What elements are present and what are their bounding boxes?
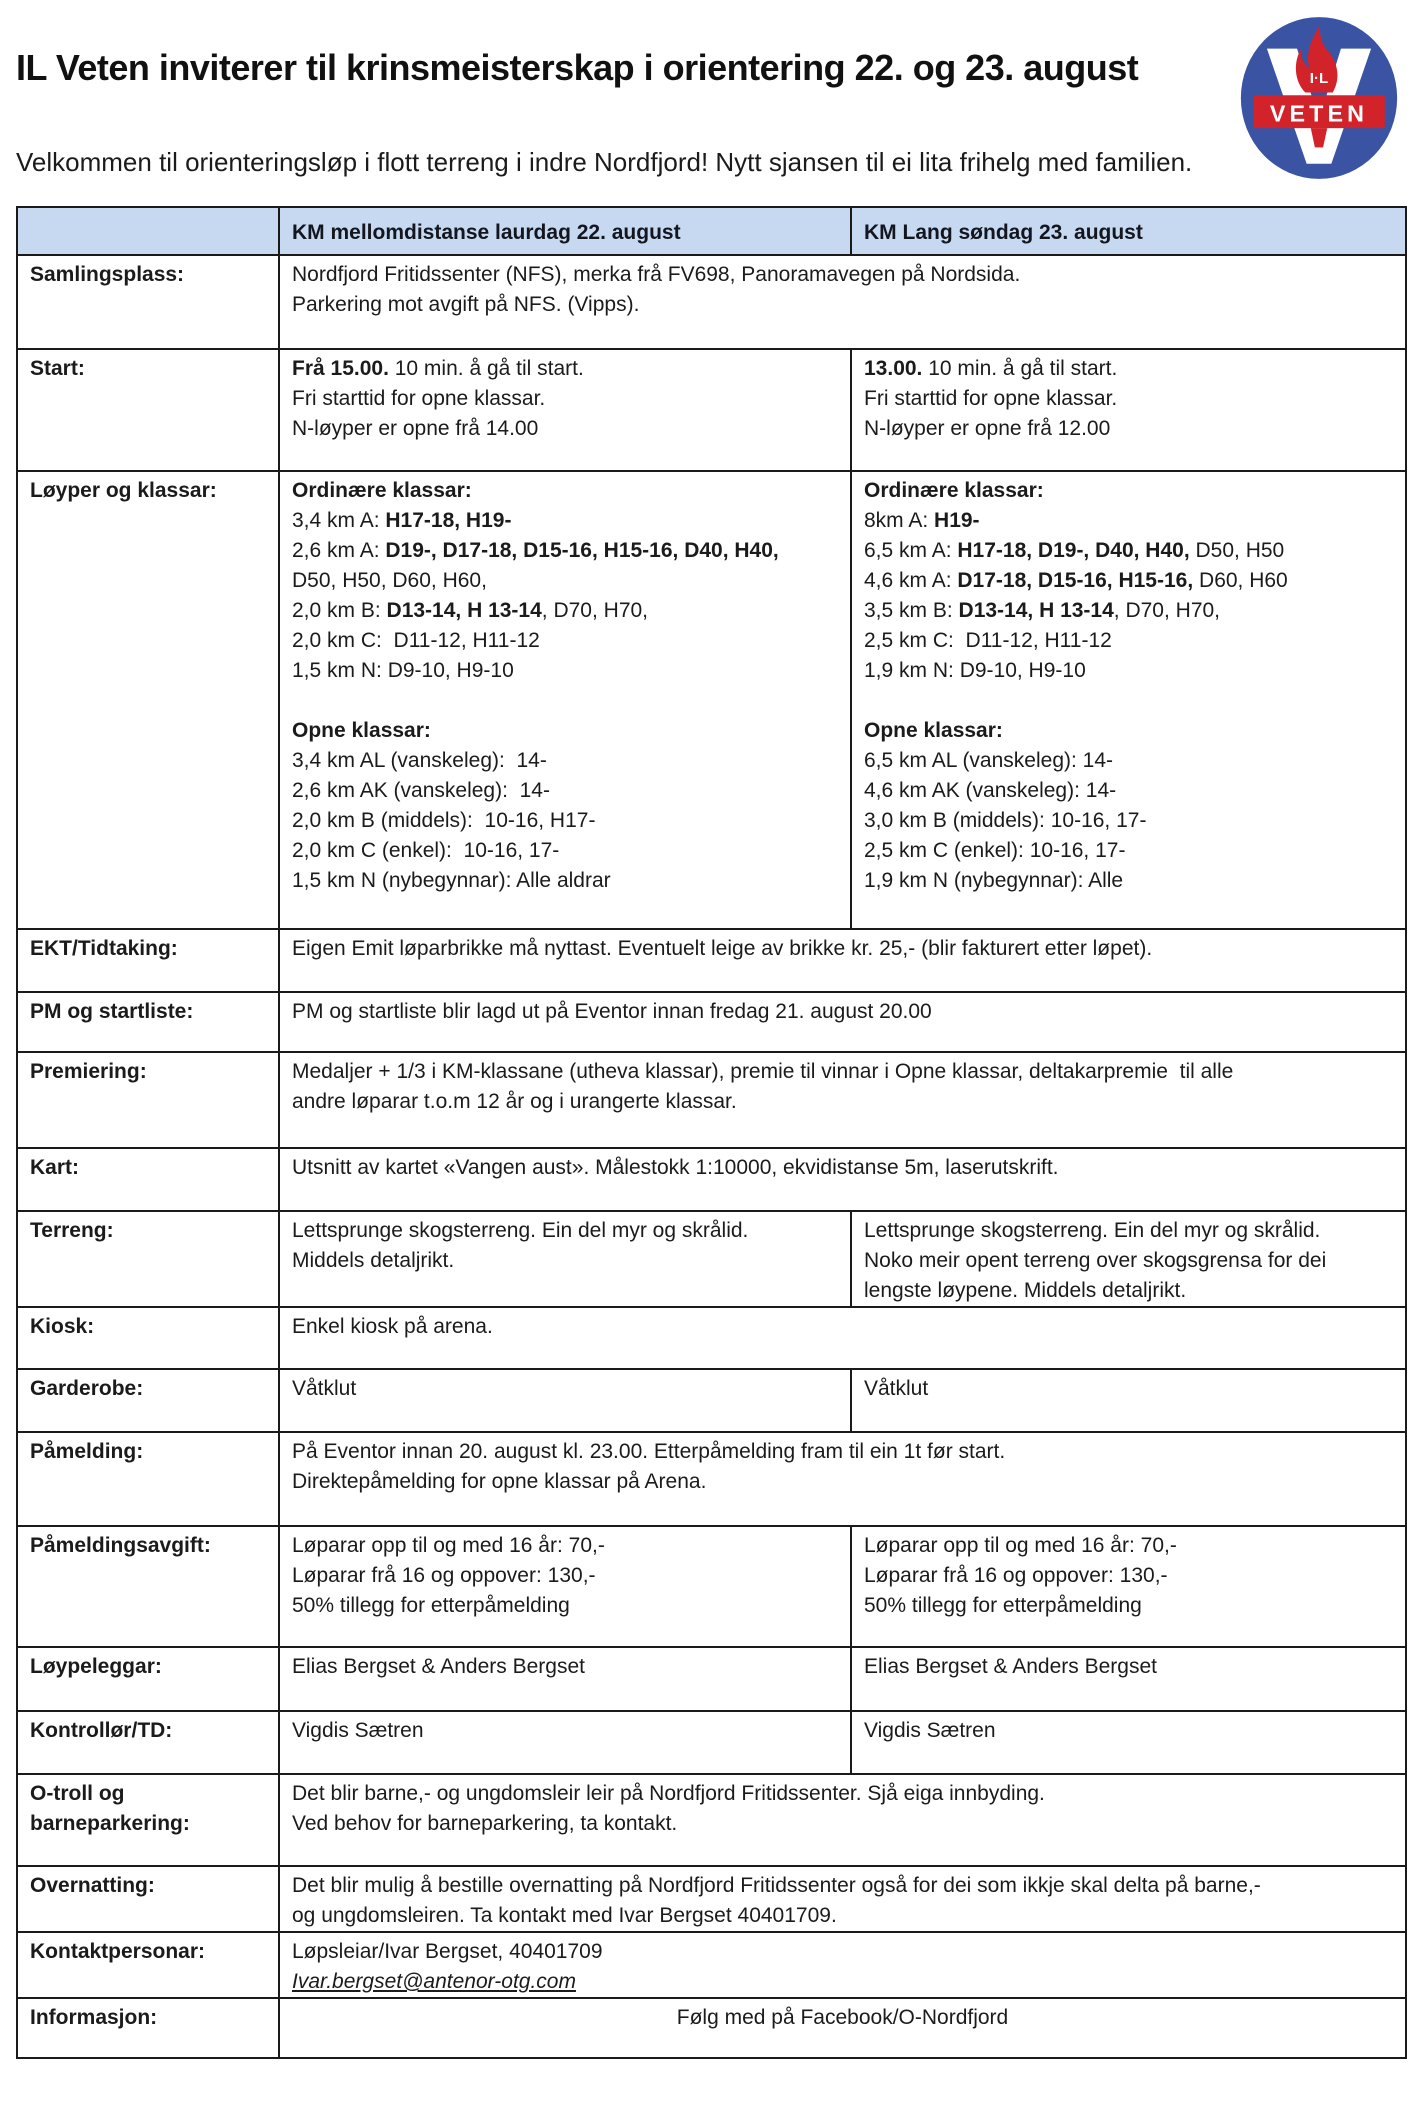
text-line: Ordinære klassar: <box>292 479 472 502</box>
text-line: Lettsprunge skogsterreng. Ein del myr og skrålid. <box>864 1219 1321 1242</box>
cell-span <box>278 1933 1405 1997</box>
row-label: Kontaktpersonar: <box>30 1940 206 1963</box>
row-label: Løypeleggar: <box>30 1655 162 1678</box>
cell-span <box>278 1433 1405 1525</box>
table-header-row <box>18 208 1405 254</box>
cell-day2 <box>850 1527 1405 1646</box>
row-label: Påmeldingsavgift: <box>30 1534 211 1557</box>
cell-span <box>278 256 1405 348</box>
text-line: Opne klassar: <box>292 719 431 742</box>
table-row-kontrollor-td <box>18 1710 1405 1773</box>
row-label: Kart: <box>30 1156 80 1179</box>
text-line: og ungdomsleiren. Ta kontakt med Ivar Bergset 40401709. <box>292 1904 837 1927</box>
row-label: O-troll og barneparkering: <box>30 1782 190 1835</box>
cell-day1 <box>278 1370 850 1431</box>
text-line: Utsnitt av kartet «Vangen aust». Målestokk 1:10000, ekvidistanse 5m, laserutskrift. <box>292 1156 1059 1179</box>
row-label: Samlingsplass: <box>30 263 185 286</box>
table-row-loypeleggar <box>18 1646 1405 1710</box>
text-line: Våtklut <box>864 1377 929 1400</box>
cell-day2 <box>850 1370 1405 1431</box>
text-line: 6,5 km AL (vanskeleg): 14- <box>864 749 1114 772</box>
cell-day1 <box>278 472 850 928</box>
text-line: Noko meir opent terreng over skogsgrensa for dei <box>864 1249 1327 1272</box>
table-row-kiosk <box>18 1306 1405 1368</box>
text-line: lengste løypene. Middels detaljrikt. <box>864 1279 1187 1302</box>
text-line: 2,0 km C: D11-12, H11-12 <box>292 629 540 652</box>
row-label: Terreng: <box>30 1219 114 1242</box>
row-label: Garderobe: <box>30 1377 144 1400</box>
table-row-garderobe <box>18 1368 1405 1431</box>
email-link[interactable]: Ivar.bergset@antenor-otg.com <box>292 1970 576 1993</box>
text-line: Følg med på Facebook/O-Nordfjord <box>676 2006 1009 2029</box>
text-line: Parkering mot avgift på NFS. (Vipps). <box>292 293 640 316</box>
cell-day1 <box>278 1712 850 1773</box>
table-row-loyper-og-klassar <box>18 470 1405 928</box>
table-row-otroll-barneparkering <box>18 1773 1405 1865</box>
text-line <box>864 686 1393 716</box>
text-line: 50% tillegg for etterpåmelding <box>292 1594 570 1617</box>
text-line: 1,5 km N (nybegynnar): Alle aldrar <box>292 869 611 892</box>
text-line: 13.00. 10 min. å gå til start. <box>864 357 1118 380</box>
text-line: Opne klassar: <box>864 719 1003 742</box>
cell-day1 <box>278 1212 850 1306</box>
text-line: Ved behov for barneparkering, ta kontakt. <box>292 1812 678 1835</box>
row-label: Påmelding: <box>30 1440 144 1463</box>
table-row-kontaktpersonar <box>18 1931 1405 1997</box>
table-row-kart <box>18 1147 1405 1210</box>
cell-span <box>278 1149 1405 1210</box>
text-line <box>292 686 838 716</box>
text-line: 6,5 km A: H17-18, D19-, D40, H40, D50, H50 <box>864 539 1285 562</box>
text-line: 2,0 km C (enkel): 10-16, 17- <box>292 839 560 862</box>
text-line: 2,5 km C (enkel): 10-16, 17- <box>864 839 1126 862</box>
row-label: Start: <box>30 357 85 380</box>
text-line: Ordinære klassar: <box>864 479 1044 502</box>
cell-span <box>278 1867 1405 1931</box>
cell-day1 <box>278 1527 850 1646</box>
text-line: 2,0 km B: D13-14, H 13-14, D70, H70, <box>292 599 649 622</box>
text-line: På Eventor innan 20. august kl. 23.00. Etterpåmelding fram til ein 1t før start. <box>292 1440 1006 1463</box>
row-label: Kontrollør/TD: <box>30 1719 173 1742</box>
text-line: 2,6 km A: D19-, D17-18, D15-16, H15-16, D40, H40, <box>292 539 779 562</box>
text-line: Eigen Emit løparbrikke må nyttast. Eventuelt leige av brikke kr. 25,- (blir fakturert etter løpet). <box>292 937 1153 960</box>
cell-day1 <box>278 350 850 470</box>
row-label: PM og startliste: <box>30 1000 194 1023</box>
event-info-table <box>16 206 1407 2059</box>
text-line: Middels detaljrikt. <box>292 1249 455 1272</box>
text-line: Vigdis Sætren <box>292 1719 424 1742</box>
table-row-pameldingsavgift <box>18 1525 1405 1646</box>
text-line: Fri starttid for opne klassar. <box>292 387 546 410</box>
logo-il-text: I·L <box>1309 69 1329 87</box>
cell-day2 <box>850 1712 1405 1773</box>
header-empty-cell <box>18 208 278 254</box>
row-label: Kiosk: <box>30 1315 95 1338</box>
header-day2: KM Lang søndag 23. august <box>850 208 1405 254</box>
cell-span <box>278 1053 1405 1147</box>
logo-veten-text: VETEN <box>1269 100 1369 127</box>
text-line: 1,9 km N (nybegynnar): Alle <box>864 869 1124 892</box>
cell-span <box>278 1999 1405 2057</box>
club-logo-il-veten <box>1236 13 1402 183</box>
row-label: Informasjon: <box>30 2006 158 2029</box>
row-label: Løyper og klassar: <box>30 479 217 502</box>
text-line: 3,5 km B: D13-14, H 13-14, D70, H70, <box>864 599 1221 622</box>
text-line: 3,4 km A: H17-18, H19- <box>292 509 512 532</box>
text-line: Løparar opp til og med 16 år: 70,- <box>864 1534 1177 1557</box>
text-line: Løparar frå 16 og oppover: 130,- <box>864 1564 1168 1587</box>
text-line: Vigdis Sætren <box>864 1719 996 1742</box>
contact-person-line: Løpsleiar/Ivar Bergset, 40401709 <box>292 1940 603 1963</box>
cell-span <box>278 930 1405 991</box>
text-line: 8km A: H19- <box>864 509 980 532</box>
table-row-start <box>18 348 1405 470</box>
text-line: 2,5 km C: D11-12, H11-12 <box>864 629 1112 652</box>
text-line: Fri starttid for opne klassar. <box>864 387 1118 410</box>
text-line: PM og startliste blir lagd ut på Eventor innan fredag 21. august 20.00 <box>292 1000 932 1023</box>
cell-span <box>278 1308 1405 1368</box>
text-line: Elias Bergset & Anders Bergset <box>292 1655 585 1678</box>
club-logo-icon <box>1236 13 1402 183</box>
cell-day2 <box>850 472 1405 928</box>
table-row-pamelding <box>18 1431 1405 1525</box>
text-line: N-løyper er opne frå 12.00 <box>864 417 1111 440</box>
text-line: N-løyper er opne frå 14.00 <box>292 417 539 440</box>
text-line: 2,0 km B (middels): 10-16, H17- <box>292 809 596 832</box>
text-line: Det blir mulig å bestille overnatting på Nordfjord Fritidssenter også for dei som ikkje skal delta på barne,- <box>292 1874 1261 1897</box>
text-line: D50, H50, D60, H60, <box>292 569 487 592</box>
header-day1: KM mellomdistanse laurdag 22. august <box>278 208 850 254</box>
row-label: Overnatting: <box>30 1874 155 1897</box>
text-line: Frå 15.00. 10 min. å gå til start. <box>292 357 584 380</box>
text-line: 4,6 km A: D17-18, D15-16, H15-16, D60, H60 <box>864 569 1288 592</box>
row-label: Premiering: <box>30 1060 147 1083</box>
text-line: Løparar opp til og med 16 år: 70,- <box>292 1534 605 1557</box>
text-line: Våtklut <box>292 1377 357 1400</box>
text-line: Nordfjord Fritidssenter (NFS), merka frå FV698, Panoramavegen på Nordsida. <box>292 263 1021 286</box>
table-row-terreng <box>18 1210 1405 1306</box>
cell-day2 <box>850 1648 1405 1710</box>
text-line: 3,0 km B (middels): 10-16, 17- <box>864 809 1147 832</box>
text-line: 1,5 km N: D9-10, H9-10 <box>292 659 514 682</box>
cell-span <box>278 993 1405 1051</box>
text-line: andre løparar t.o.m 12 år og i urangerte klassar. <box>292 1090 737 1113</box>
text-line: 1,9 km N: D9-10, H9-10 <box>864 659 1086 682</box>
text-line: 3,4 km AL (vanskeleg): 14- <box>292 749 547 772</box>
text-line: Løparar frå 16 og oppover: 130,- <box>292 1564 596 1587</box>
text-line: Direktepåmelding for opne klassar på Arena. <box>292 1470 707 1493</box>
table-row-premiering <box>18 1051 1405 1147</box>
table-row-pm-og-startliste <box>18 991 1405 1051</box>
text-line: 2,6 km AK (vanskeleg): 14- <box>292 779 550 802</box>
row-label: EKT/Tidtaking: <box>30 937 178 960</box>
text-line: Medaljer + 1/3 i KM-klassane (utheva klassar), premie til vinnar i Opne klassar, deltakarpremie til alle <box>292 1060 1234 1083</box>
page-title: IL Veten inviterer til krinsmeisterskap i orientering 22. og 23. august <box>16 47 1139 88</box>
text-line: Enkel kiosk på arena. <box>292 1315 493 1338</box>
table-row-informasjon <box>18 1997 1405 2057</box>
cell-span <box>278 1775 1405 1865</box>
text-line: Lettsprunge skogsterreng. Ein del myr og skrålid. <box>292 1219 749 1242</box>
cell-day2 <box>850 1212 1405 1306</box>
table-row-samlingsplass <box>18 254 1405 348</box>
text-line: Det blir barne,- og ungdomsleir leir på Nordfjord Fritidssenter. Sjå eiga innbyding. <box>292 1782 1045 1805</box>
text-line: 4,6 km AK (vanskeleg): 14- <box>864 779 1117 802</box>
text-line: Elias Bergset & Anders Bergset <box>864 1655 1157 1678</box>
table-row-overnatting <box>18 1865 1405 1931</box>
intro-text: Velkommen til orienteringsløp i flott terreng i indre Nordfjord! Nytt sjansen til ei lita frihelg med familien. <box>16 147 1193 177</box>
table-row-ekt-tidtaking <box>18 928 1405 991</box>
cell-day1 <box>278 1648 850 1710</box>
cell-day2 <box>850 350 1405 470</box>
text-line: 50% tillegg for etterpåmelding <box>864 1594 1142 1617</box>
